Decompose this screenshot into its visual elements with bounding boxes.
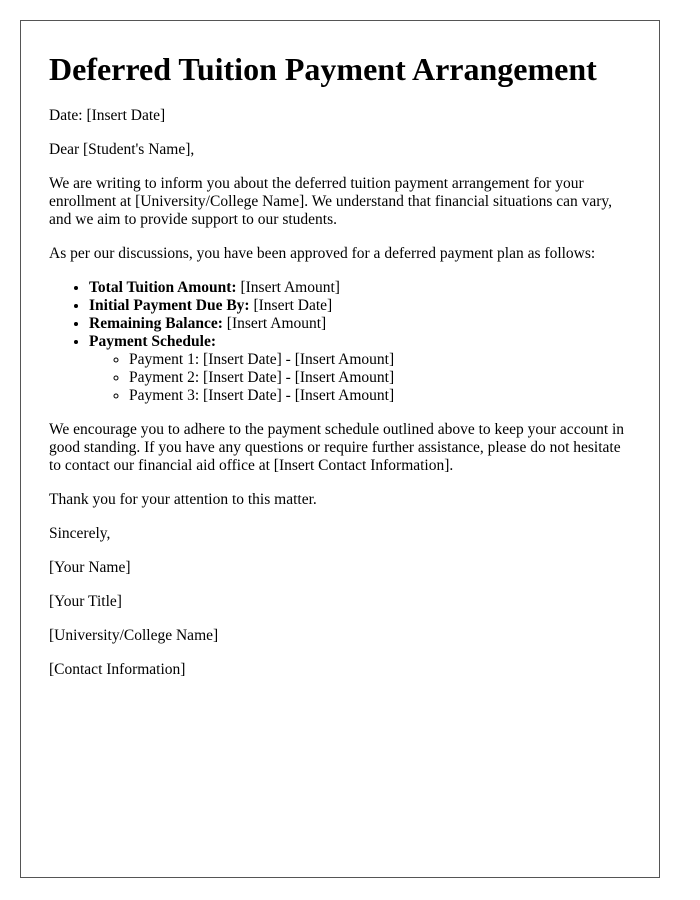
schedule-item: ◦ Payment 1: [Insert Date] - [Insert Amount] <box>129 351 633 369</box>
salutation: Dear [Student's Name], <box>49 141 195 158</box>
letter-content <box>49 49 633 695</box>
detail-label: Payment Schedule: <box>89 333 217 350</box>
detail-value: [Insert Date] <box>249 297 333 314</box>
detail-label: Total Tuition Amount: <box>89 279 237 296</box>
signature-title: [Your Title] <box>49 593 122 610</box>
schedule-item: ◦ Payment 3: [Insert Date] - [Insert Amount] <box>129 387 633 405</box>
signature-contact: [Contact Information] <box>49 661 186 678</box>
thanks-paragraph: Thank you for your attention to this matter. <box>49 491 317 508</box>
closing: Sincerely, <box>49 525 111 542</box>
payment-details-list <box>49 279 633 405</box>
detail-label: Remaining Balance: <box>89 315 223 332</box>
detail-payment-schedule <box>89 333 633 405</box>
detail-remaining-balance <box>89 315 633 333</box>
schedule-item: ◦ Payment 2: [Insert Date] - [Insert Amount] <box>129 369 633 387</box>
payment-schedule-list <box>89 351 633 405</box>
detail-label: Initial Payment Due By: <box>89 297 250 314</box>
date-line: Date: [Insert Date] <box>49 107 166 124</box>
detail-value: [Insert Amount] <box>236 279 340 296</box>
detail-total-tuition <box>89 279 633 297</box>
approval-paragraph: As per our discussions, you have been approved for a deferred payment plan as follows: <box>49 245 596 262</box>
intro-paragraph: We are writing to inform you about the deferred tuition payment arrangement for your enrollment at [University/College Name]. We understand that financial situations can vary, and we aim to provide support to our students. <box>49 175 613 228</box>
detail-value: [Insert Amount] <box>222 315 327 332</box>
signature-institution: [University/College Name] <box>49 627 219 644</box>
letter-page <box>20 20 660 878</box>
letter-title: Deferred Tuition Payment Arrangement <box>49 51 597 87</box>
encourage-paragraph: We encourage you to adhere to the payment schedule outlined above to keep your account in good standing. If you have any questions or require further assistance, please do not hesitate to contact our financial aid office at [Insert Contact Information]. <box>49 421 625 474</box>
detail-initial-payment <box>89 297 633 315</box>
signature-name: [Your Name] <box>49 559 131 576</box>
